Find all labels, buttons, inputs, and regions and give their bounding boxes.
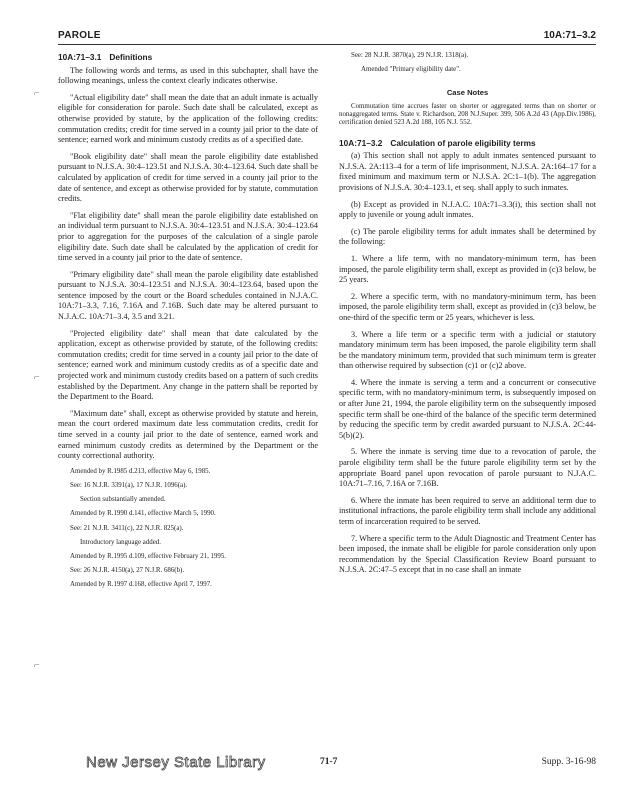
section-title: Definitions	[109, 52, 153, 62]
section-title: Calculation of parole eligibility terms	[390, 137, 536, 148]
header-section: 10A:71–3.2	[543, 30, 596, 41]
paragraph: "Flat eligibility date" shall mean the parole eligibility date established on an individual term pursuant to N.J.S.A. 30:4–123.51 and N.J.S.A. 30:4–123.64 prior to aggregation for the purposes of the calculation of a single parole eligibility date. Such date shall be calculated by the application of credit for time served in a county jail prior to the date of sentence.	[58, 210, 318, 263]
source-note: Amended by R.1985 d.213, effective May 6, 1985.	[70, 467, 211, 475]
paragraph: "Primary eligibility date" shall mean the parole eligibility date established pursuant to N.J.S.A. 30:4–123.51 and N.J.S.A. 30:4–123.64, based upon the sentence imposed by the court or the Board schedules contained in N.J.A.C. 10A:71–3.3, 7.16, 7.16A and 7.16B. Such date may be altered pursuant to N.J.A.C. 10A:71–3.4, 3.5 and 3.21.	[58, 269, 318, 322]
source-notes	[339, 52, 596, 74]
source-note: See: 16 N.J.R. 3391(a), 17 N.J.R. 1096(a).	[70, 481, 188, 489]
source-note: Amended by R.1995 d.109, effective February 21, 1995.	[70, 553, 227, 560]
paragraph: (c) The parole eligibility terms for adult inmates shall be determined by the following:	[339, 226, 596, 247]
supplement-date: Supp. 3-16-98	[541, 757, 596, 767]
paragraph: 1. Where a life term, with no mandatory-minimum term, has been imposed, the parole eligibility term shall, except as provided in (c)3 below, be 25 years.	[339, 253, 596, 285]
paragraph: 7. Where a specific term to the Adult Diagnostic and Treatment Center has been imposed, the inmate shall be eligible for parole consideration only upon recommendation by the Special Classification Review Board pursuant to N.J.S.A. 2C:47–5 except that in no case shall an inmate	[339, 533, 596, 575]
header-rule	[58, 44, 596, 45]
source-note: Section substantially amended.	[80, 496, 166, 504]
source-note: Amended by R.1990 d.141, effective March 5, 1990.	[70, 510, 216, 518]
margin-mark: ⌐	[34, 372, 40, 383]
header-chapter: PAROLE	[58, 30, 101, 41]
source-notes	[58, 468, 318, 590]
page-footer	[58, 754, 596, 774]
margin-mark: ⌐	[34, 88, 40, 99]
case-note: Commutation time accrues faster on shorter or aggregated terms than on shorter or nonaggregated terms. State v. Richardson, 208 N.J.Super. 399, 506 A.2d 43 (App.Div.1986), certification denied 523 A.2d 188, 105 N.J. 552.	[339, 103, 596, 127]
paragraph: 3. Where a life term or a specific term with a judicial or statutory mandatory minimum term has been imposed, the parole eligibility term shall be the mandatory minimum term, provided that such minimum term is greater than otherwise required by subsection (c)1 or (c)2 above.	[339, 329, 596, 371]
section-number: 10A:71–3.1	[58, 52, 102, 62]
library-watermark: New Jersey State Library	[86, 754, 266, 771]
paragraph: (a) This section shall not apply to adult inmates sentenced pursuant to N.J.S.A. 2A:113–4 for a term of life imprisonment, N.J.S.A. 2A:164–17 for a fixed minimum and maximum term or N.J.S.A. 2C:1–1(b). The aggregation provisions of N.J.S.A. 30:4–123.1, et seq. shall apply to such inmates.	[339, 151, 596, 192]
right-column	[339, 52, 596, 582]
paragraph: (b) Except as provided in N.J.A.C. 10A:71–3.3(i), this section shall not apply to juvenile or young adult inmates.	[339, 199, 596, 220]
source-note: See: 28 N.J.R. 3870(a), 29 N.J.R. 1318(a).	[351, 52, 469, 59]
paragraph: 6. Where the inmate has been required to serve an additional term due to institutional infractions, the parole eligibility term shall include any additional term of incarceration required to be served.	[339, 495, 596, 527]
page-number: 71-7	[320, 757, 338, 767]
section-heading	[339, 138, 596, 149]
running-header	[58, 30, 596, 44]
left-column	[58, 52, 318, 596]
paragraph: "Maximum date" shall, except as otherwise provided by statute and herein, mean the court ordered maximum date less commutation credits, credit for time served in a county jail prior to the date of sentence, earned work and earned minimum custody credits as determined by the Department or the county correctional authority.	[58, 408, 318, 461]
case-notes-heading: Case Notes	[446, 88, 489, 98]
paragraph: "Book eligibility date" shall mean the parole eligibility date established pursuant to N.J.S.A. 30:4–123.51 and N.J.S.A. 30:4–123.64. Such date shall be calculated by application of credit for time served in a county jail prior to the date of sentence, and except as otherwise provided for by statute, commutation credits.	[58, 151, 318, 204]
source-note: Introductory language added.	[80, 538, 161, 546]
source-note: Amended "Primary eligibility date".	[361, 66, 461, 74]
margin-mark: ⌐	[34, 660, 40, 671]
source-note: See: 26 N.J.R. 4150(a), 27 N.J.R. 686(b).	[70, 567, 185, 575]
paragraph: The following words and terms, as used in this subchapter, shall have the following meanings, unless the context clearly indicates otherwise.	[58, 65, 318, 86]
paragraph: 5. Where the inmate is serving time due to a revocation of parole, the parole eligibility term shall be the future parole eligibility term set by the appropriate Board panel upon revocation of parole pursuant to N.J.A.C. 10A:71–7.16, 7.16A or 7.16B.	[339, 447, 596, 489]
paragraph: 4. Where the inmate is serving a term and a concurrent or consecutive specific term, with no mandatory-minimum term, is subsequently imposed on or after June 21, 1994, the parole eligibility term on the subsequently imposed specific term shall be one-third of the balance of the specific term determined by reducing the specific term by credit awarded pursuant to N.J.S.A. 2C:44-5(b)(2).	[339, 377, 596, 440]
source-note: Amended by R.1997 d.168, effective April 7, 1997.	[70, 581, 212, 589]
paragraph: 2. Where a specific term, with no mandatory-minimum term, has been imposed, the parole eligibility term shall, except as provided in (c)3 below, be one-third of the specific term or 25 years, whichever is less.	[339, 291, 596, 322]
paragraph: "Projected eligibility date" shall mean that date calculated by the application, except as otherwise provided by statute, of the following credits: commutation credits; credit for time served in a county jail prior to the date of sentence; earned work and minimum custody credits as of a specific date and projected work and minimum custody credits based on a pattern of such credits established by the Department. Any change in the pattern shall be reported by the Department to the Board.	[58, 328, 318, 402]
source-note: See: 21 N.J.R. 3411(c), 22 N.J.R. 825(a).	[70, 524, 184, 532]
paragraph: "Actual eligibility date" shall mean the date that an adult inmate is actually eligible for consideration for parole. Such date shall be calculated, except as otherwise provided by statute, by the application of the following credits: commutation credits; credit for time served in a county jail prior to the date of sentence; earned work and minimum custody credits as of a specified date.	[58, 92, 318, 145]
section-number: 10A:71–3.2	[339, 137, 383, 148]
section-heading	[58, 52, 318, 63]
